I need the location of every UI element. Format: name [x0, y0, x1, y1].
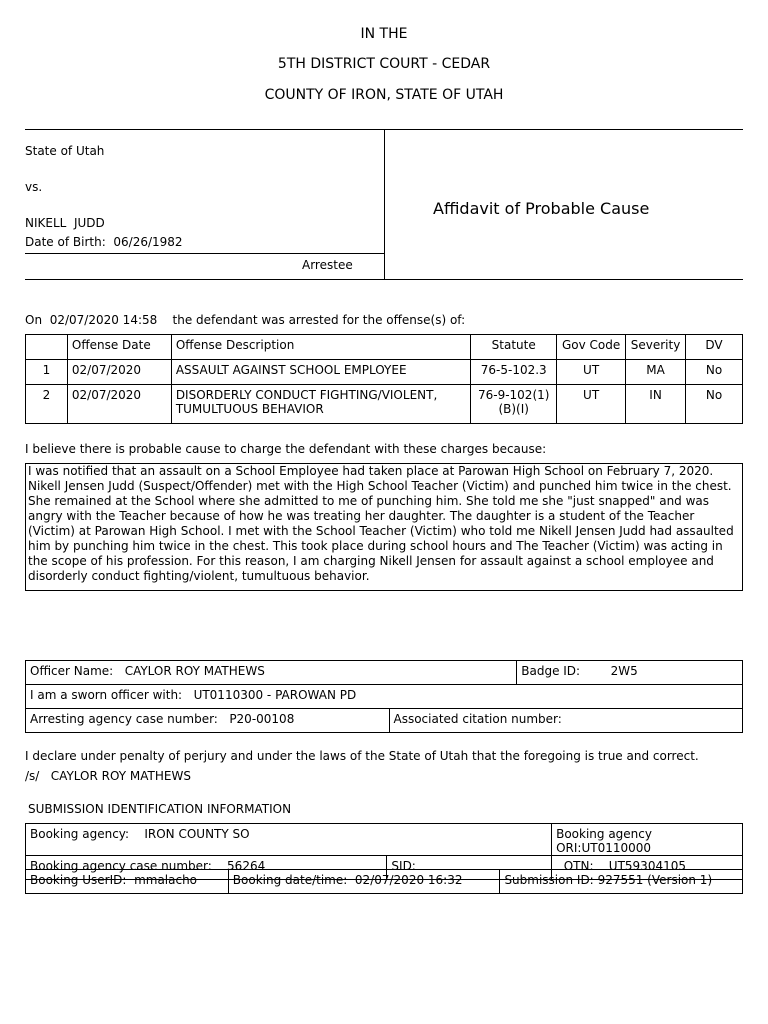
- offense-statute: 76-5-102.3: [471, 360, 557, 385]
- header-cell: Offense Date: [67, 335, 171, 360]
- header-cell: DV: [686, 335, 743, 360]
- booking-case-number: 56264: [227, 859, 266, 873]
- offense-description: DISORDERLY CONDUCT FIGHTING/VIOLENT, TUMULTUOUS BEHAVIOR: [171, 385, 470, 424]
- court-header-line1: IN THE: [360, 26, 408, 42]
- caption-divider: [384, 129, 385, 280]
- booking-case-label: Booking agency case number:: [30, 859, 212, 873]
- arrest-on-label: On: [25, 313, 43, 327]
- offense-table-header: [26, 335, 743, 360]
- header-cell: [26, 335, 68, 360]
- booking-datetime-cell: [228, 870, 500, 894]
- arrest-text: the defendant was arrested for the offense(s) of:: [172, 313, 466, 327]
- versus-label: vs.: [25, 180, 43, 194]
- userid-value: mmalacho: [134, 873, 198, 887]
- offense-dv: No: [686, 360, 743, 385]
- arrest-statement: [25, 313, 465, 327]
- document-title: Affidavit of Probable Cause: [433, 199, 650, 218]
- badge-id: 2W5: [610, 664, 638, 678]
- header-cell: Statute: [471, 335, 557, 360]
- sid-label: SID:: [391, 859, 416, 873]
- table-row: [26, 870, 743, 894]
- offense-number: 2: [26, 385, 68, 424]
- booking-agency-cell: [26, 824, 552, 856]
- plaintiff-name: State of Utah: [25, 144, 105, 158]
- table-row: [26, 360, 743, 385]
- header-cell: Offense Description: [171, 335, 470, 360]
- booking-datetime-label: Booking date/time:: [232, 873, 348, 887]
- probable-cause-narrative: I was notified that an assault on a School Employee had taken place at Parowan High School on February 7, 2020. Nikell Jensen Judd (Suspect/Offender) met with the High School Teacher (Victim) and punched him twice in the chest. She remained at the School where she admitted to me of punching him. She told me she "just snapped" and was angry with the Teacher because of how he was treating her daughter. The daughter is a student of the Teacher (Victim) at Parowan High School. I met with the School Teacher (Victim) who told me Nikell Jensen Judd had assaulted him by punching him twice in the chest. This took place during school hours and The Teacher (Victim) was acting in the scope of his profession. For this reason, I am charging Nikell Jensen for assault against a school employee and disorderly conduct fighting/violent, tumultuous behavior.: [25, 463, 743, 591]
- userid-cell: [26, 870, 229, 894]
- dob-value: 06/26/1982: [113, 235, 183, 249]
- declaration-text: I declare under penalty of perjury and under the laws of the State of Utah that the foregoing is true and correct.: [25, 749, 699, 763]
- submission-id: 927551 (Version 1): [597, 873, 713, 887]
- ori-label: Booking agency ORI:: [556, 827, 652, 855]
- arrestee-divider: [25, 253, 385, 254]
- officer-info-table: [25, 660, 743, 733]
- badge-label: Badge ID:: [521, 664, 581, 678]
- signature-name: CAYLOR ROY MATHEWS: [50, 769, 191, 783]
- defendant-name: NIKELL JUDD: [25, 216, 105, 230]
- date-of-birth: [25, 235, 183, 249]
- case-number-label: Arresting agency case number:: [30, 712, 218, 726]
- submission-id-cell: [500, 870, 743, 894]
- ori-value: UT0110000: [581, 841, 652, 855]
- offense-severity: IN: [626, 385, 686, 424]
- offense-date: 02/07/2020: [67, 360, 171, 385]
- offense-severity: MA: [626, 360, 686, 385]
- badge-cell: [517, 661, 743, 685]
- table-row: [26, 709, 743, 733]
- dob-label: Date of Birth:: [25, 235, 106, 249]
- probable-cause-intro: I believe there is probable cause to charge the defendant with these charges because:: [25, 442, 547, 456]
- citation-number-label: Associated citation number:: [393, 712, 562, 726]
- table-row: [26, 385, 743, 424]
- offense-gov-code: UT: [557, 360, 626, 385]
- case-number: P20-00108: [229, 712, 295, 726]
- table-row: [26, 661, 743, 685]
- offense-gov-code: UT: [557, 385, 626, 424]
- sworn-agency: UT0110300 - PAROWAN PD: [193, 688, 357, 702]
- signature-line: [25, 769, 191, 783]
- sworn-agency-cell: [26, 685, 743, 709]
- court-header-line3: COUNTY OF IRON, STATE OF UTAH: [264, 87, 504, 103]
- offense-description: ASSAULT AGAINST SCHOOL EMPLOYEE: [171, 360, 470, 385]
- ori-cell: [552, 824, 743, 856]
- booking-agency: IRON COUNTY SO: [144, 827, 250, 841]
- table-row: [26, 685, 743, 709]
- arrestee-label: Arrestee: [302, 258, 353, 272]
- otn-label: OTN:: [563, 859, 594, 873]
- officer-name-label: Officer Name:: [30, 664, 114, 678]
- submission-id-label: Submission ID:: [504, 873, 594, 887]
- offense-dv: No: [686, 385, 743, 424]
- header-cell: Gov Code: [557, 335, 626, 360]
- booking-agency-label: Booking agency:: [30, 827, 130, 841]
- table-row: [26, 824, 743, 856]
- officer-name-cell: [26, 661, 517, 685]
- court-header-line2: 5TH DISTRICT COURT - CEDAR: [277, 56, 491, 72]
- submission-info-table-2: [25, 869, 743, 894]
- offense-table: [25, 334, 743, 424]
- arrest-datetime: 02/07/2020 14:58: [49, 313, 158, 327]
- header-cell: Severity: [626, 335, 686, 360]
- sworn-label: I am a sworn officer with:: [30, 688, 183, 702]
- officer-name: CAYLOR ROY MATHEWS: [124, 664, 265, 678]
- offense-number: 1: [26, 360, 68, 385]
- submission-heading: SUBMISSION IDENTIFICATION INFORMATION: [28, 802, 292, 816]
- offense-date: 02/07/2020: [67, 385, 171, 424]
- booking-datetime: 02/07/2020 16:32: [354, 873, 463, 887]
- otn-value: UT59304105: [608, 859, 686, 873]
- signature-prefix: /s/: [25, 769, 40, 783]
- offense-statute: 76-9-102(1)(B)(I): [471, 385, 557, 424]
- case-number-cell: [26, 709, 390, 733]
- citation-number-cell: [389, 709, 743, 733]
- userid-label: Booking UserID:: [30, 873, 127, 887]
